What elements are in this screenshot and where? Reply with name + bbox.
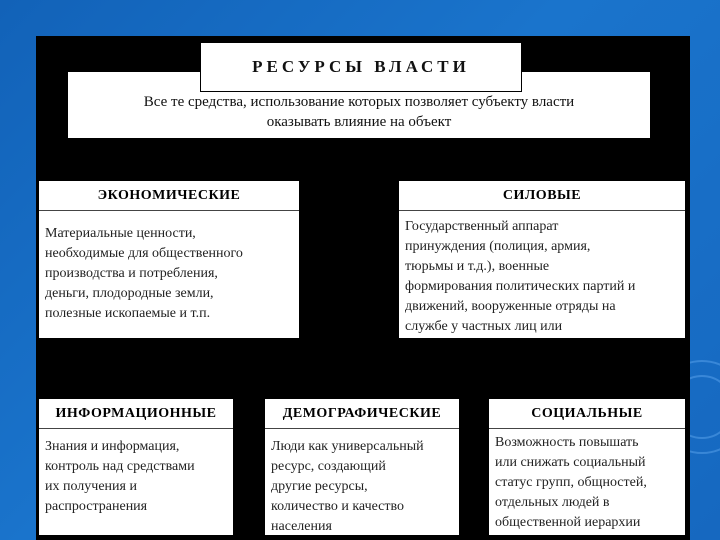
category-title: ДЕМОГРАФИЧЕСКИЕ: [265, 399, 459, 429]
description-line: Материальные ценности,: [45, 226, 196, 241]
description-line: тюрьмы и т.д.), военные: [405, 259, 550, 274]
category-description: [489, 429, 685, 533]
description-line: ресурс, создающий: [271, 459, 386, 474]
definition-line-2: оказывать влияние на объект: [266, 114, 452, 130]
description-line: населения: [271, 519, 332, 534]
diagram-title: РЕСУРСЫ ВЛАСТИ: [200, 42, 522, 92]
category-force: [398, 180, 686, 339]
description-line: необходимые для общественного: [45, 246, 243, 261]
description-line: деньги, плодородные земли,: [45, 286, 214, 301]
category-title: СОЦИАЛЬНЫЕ: [489, 399, 685, 429]
category-information: [38, 398, 234, 536]
category-economic: [38, 180, 300, 339]
description-line: Люди как универсальный: [271, 439, 424, 454]
description-line: другие ресурсы,: [271, 479, 368, 494]
description-line: принуждения (полиция, армия,: [405, 239, 591, 254]
description-line: отдельных людей в: [495, 495, 610, 510]
description-line: производства и потребления,: [45, 266, 218, 281]
description-line: общественной иерархии: [495, 515, 641, 530]
category-description: [39, 211, 299, 324]
definition-line-1: Все те средства, использование которых позволяет субъекту власти: [143, 94, 575, 110]
description-line: Государственный аппарат: [405, 219, 559, 234]
category-social: [488, 398, 686, 536]
description-line: движений, вооруженные отряды на: [405, 299, 616, 314]
description-line: их получения и: [45, 479, 137, 494]
description-line: Знания и информация,: [45, 439, 180, 454]
description-line: или снижать социальный: [495, 455, 646, 470]
description-line: службе у частных лиц или: [405, 319, 563, 334]
description-line: формирования политических партий и: [405, 279, 636, 294]
description-line: контроль над средствами: [45, 459, 195, 474]
description-line: Возможность повышать: [495, 435, 639, 450]
category-description: [39, 429, 233, 517]
category-title: СИЛОВЫЕ: [399, 181, 685, 211]
category-title: ЭКОНОМИЧЕСКИЕ: [39, 181, 299, 211]
description-line: количество и качество: [271, 499, 405, 514]
description-line: распространения: [45, 499, 148, 514]
description-line: статус групп, общностей,: [495, 475, 647, 490]
category-demographic: [264, 398, 460, 536]
category-title: ИНФОРМАЦИОННЫЕ: [39, 399, 233, 429]
description-line: полезные ископаемые и т.п.: [45, 306, 211, 321]
category-description: [399, 211, 685, 337]
category-description: [265, 429, 459, 536]
